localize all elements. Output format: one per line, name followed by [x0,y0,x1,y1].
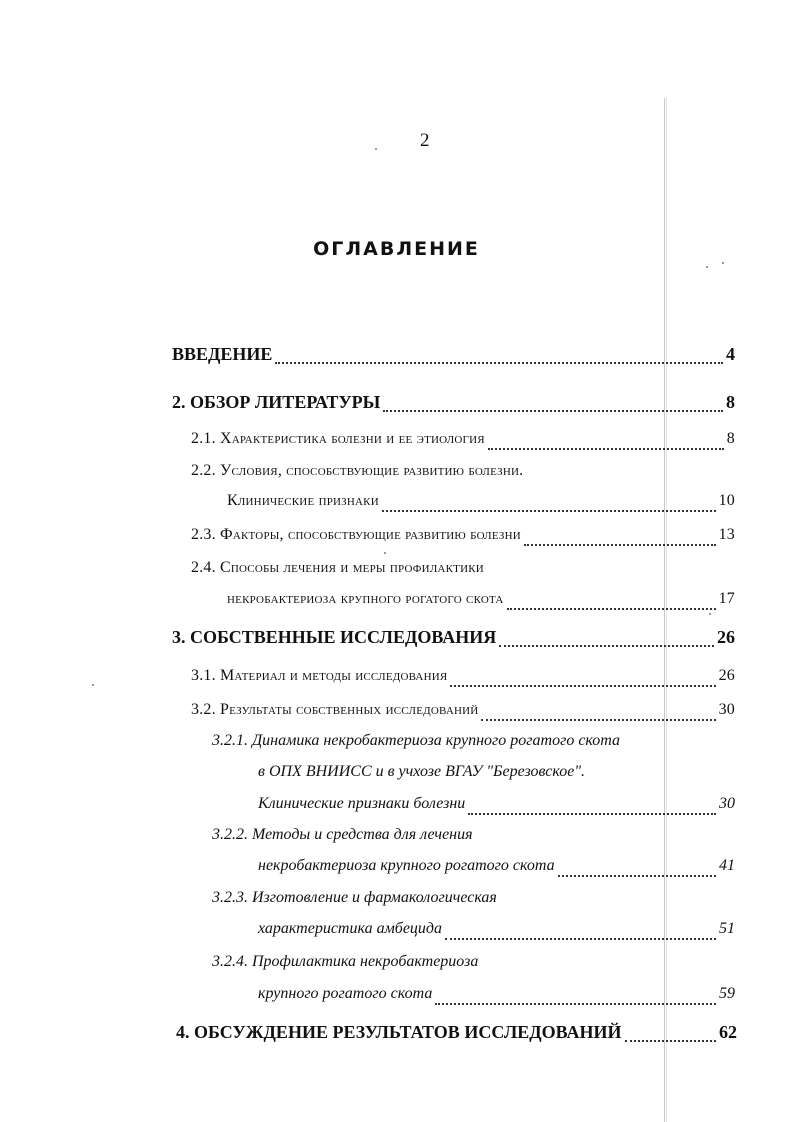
scan-speck [384,552,386,554]
toc-entry-3-2-4-line1[interactable]: 3.2.4. Профилактика некробактериоза [212,953,479,970]
toc-page: 17 [718,590,735,607]
toc-entry-3-2-1-line2[interactable]: в ОПХ ВНИИСС и в учхозе ВГАУ "Березовское". [258,763,586,780]
dot-leader [558,874,716,877]
dot-leader [275,361,723,364]
dot-leader [450,684,715,687]
toc-entry-2-4-line1[interactable]: 2.4. Способы лечения и меры профилактики [191,559,484,576]
toc-page: 8 [726,430,735,447]
toc-entry-3-2-4[interactable] [258,985,735,1011]
toc-page: 8 [726,392,735,412]
toc-page: 4 [726,344,735,364]
dot-leader [524,543,716,546]
toc-page: 30 [719,795,735,812]
toc-page: 30 [718,701,735,718]
scan-speck [722,262,724,264]
toc-label: характеристика амбецида [258,920,443,937]
page-title: ОГЛАВЛЕНИЕ [313,238,480,260]
toc-label: Клинические признаки болезни [258,795,466,812]
toc-entry-2-4[interactable] [227,590,735,616]
toc-label: 2.1. Характеристика болезни и ее этиология [191,430,485,447]
toc-entry-3-2-1-line1[interactable]: 3.2.1. Динамика некробактериоза крупного рогатого скота [212,732,621,749]
toc-label: 3.2. Результаты собственных исследований [191,701,479,718]
toc-page: 10 [718,492,735,509]
toc-label: Клинические признаки [227,492,379,509]
page-number: 2 [420,130,430,151]
toc-label: 4. ОБСУЖДЕНИЕ РЕЗУЛЬТАТОВ ИССЛЕДОВАНИЙ [176,1022,622,1042]
toc-entry-3-2-2-line1[interactable]: 3.2.2. Методы и средства для лечения [212,826,473,843]
dot-leader [435,1002,716,1005]
dot-leader [499,644,714,647]
toc-entry-3-2-3-line1[interactable]: 3.2.3. Изготовление и фармакологическая [212,889,497,906]
toc-label: некробактериоза крупного рогатого скота [258,857,555,874]
toc-page: 59 [719,985,735,1002]
toc-entry-section-3[interactable] [172,627,735,653]
toc-label: 2.3. Факторы, способствующие развитию болезни [191,526,521,543]
toc-page: 13 [718,526,735,543]
toc-entry-3-2-1[interactable] [258,795,735,821]
dot-leader [383,409,723,412]
toc-label: 2. ОБЗОР ЛИТЕРАТУРЫ [172,392,381,412]
dot-leader [488,447,724,450]
dot-leader [507,607,716,610]
toc-page: 26 [718,667,735,684]
toc-entry-3-1[interactable] [191,667,735,693]
toc-entry-2-2[interactable] [227,492,735,518]
toc-entry-section-2[interactable] [172,392,735,418]
scan-speck [92,684,94,686]
dot-leader [468,812,716,815]
toc-page: 62 [719,1022,737,1042]
dot-leader [445,937,716,940]
scan-speck [706,266,708,268]
toc-page: 51 [719,920,735,937]
dot-leader [481,718,715,721]
toc-label: некробактериоза крупного рогатого скота [227,590,504,607]
toc-label: крупного рогатого скота [258,985,433,1002]
scan-speck [375,148,377,150]
toc-label: 3.1. Материал и методы исследования [191,667,448,684]
toc-label: 3. СОБСТВЕННЫЕ ИССЛЕДОВАНИЯ [172,627,497,647]
toc-entry-intro[interactable] [172,344,735,370]
dot-leader [625,1039,716,1042]
toc-entry-2-1[interactable] [191,430,735,456]
dot-leader [382,509,716,512]
toc-entry-section-4[interactable] [176,1022,737,1048]
toc-page: 41 [719,857,735,874]
toc-page: 26 [717,627,735,647]
toc-entry-2-2-line1[interactable]: 2.2. Условия, способствующие развитию болезни. [191,462,524,479]
toc-label: ВВЕДЕНИЕ [172,344,273,364]
toc-entry-3-2[interactable] [191,701,735,727]
toc-entry-3-2-2[interactable] [258,857,735,883]
toc-entry-3-2-3[interactable] [258,920,735,946]
toc-entry-2-3[interactable] [191,526,735,552]
